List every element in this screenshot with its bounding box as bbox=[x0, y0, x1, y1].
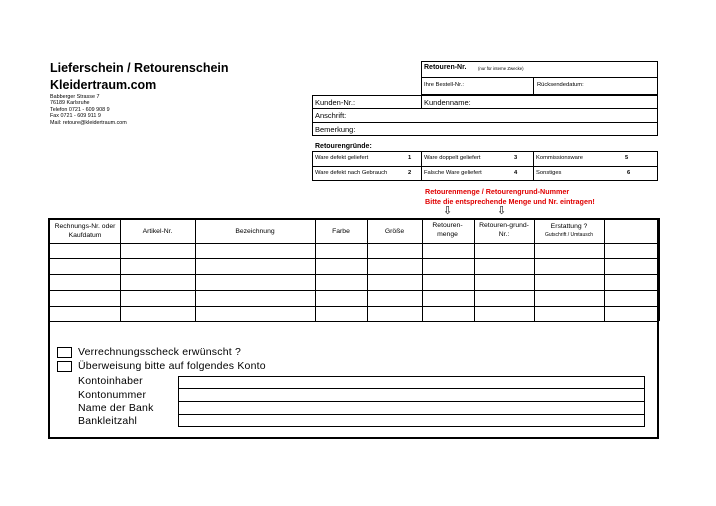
table-cell[interactable] bbox=[605, 244, 657, 257]
table-grid-line bbox=[48, 321, 659, 322]
customer-box bbox=[312, 95, 658, 136]
reason-1-label: Ware defekt geliefert bbox=[315, 155, 369, 161]
reason-3-label: Ware doppelt geliefert bbox=[424, 155, 481, 161]
table-cell[interactable] bbox=[535, 291, 603, 305]
table-grid-line bbox=[48, 321, 50, 438]
down-arrow-icon: ⇩ bbox=[497, 205, 507, 217]
reason-5-number: 5 bbox=[625, 155, 629, 161]
company-mail: Mail: retoure@kleidertraum.com bbox=[50, 120, 127, 126]
table-cell[interactable] bbox=[475, 275, 533, 289]
table-cell[interactable] bbox=[475, 259, 533, 273]
company-fax: Fax 0721 - 609 911 9 bbox=[50, 113, 101, 119]
bank-name-input[interactable] bbox=[179, 402, 644, 414]
account-number-input[interactable] bbox=[179, 389, 644, 401]
table-cell[interactable] bbox=[196, 307, 314, 320]
table-cell[interactable] bbox=[316, 291, 366, 305]
order-number-label[interactable]: Ihre Bestell-Nr.: bbox=[424, 82, 464, 88]
reasons-title: Retourengründe: bbox=[315, 143, 372, 150]
table-cell[interactable] bbox=[368, 244, 421, 257]
table-cell[interactable] bbox=[475, 291, 533, 305]
col-header-refund: Erstattung ? bbox=[550, 223, 588, 230]
remark-label[interactable]: Bemerkung: bbox=[315, 125, 356, 134]
reason-2-number: 2 bbox=[408, 170, 412, 176]
reason-4-number: 4 bbox=[514, 170, 518, 176]
table-grid-line bbox=[48, 437, 659, 439]
table-cell[interactable] bbox=[423, 244, 473, 257]
table-cell[interactable] bbox=[49, 259, 119, 273]
col-header-size: Größe bbox=[384, 228, 405, 235]
table-cell[interactable] bbox=[423, 307, 473, 320]
account-number-label: Kontonummer bbox=[78, 389, 147, 401]
col-header-return-qty: Retouren-menge bbox=[432, 222, 463, 238]
table-cell[interactable] bbox=[423, 291, 473, 305]
document-title: Lieferschein / Retourenschein bbox=[50, 61, 229, 75]
table-cell[interactable] bbox=[368, 275, 421, 289]
table-cell[interactable] bbox=[535, 259, 603, 273]
address-label[interactable]: Anschrift: bbox=[315, 111, 347, 120]
table-cell[interactable] bbox=[605, 259, 657, 273]
table-cell[interactable] bbox=[535, 244, 603, 257]
account-holder-label: Kontoinhaber bbox=[78, 375, 143, 387]
reason-5-label: Kommissionsware bbox=[536, 155, 584, 161]
col-header-return-reason: Retouren-grund-Nr.: bbox=[479, 222, 529, 238]
bank-name-label: Name der Bank bbox=[78, 402, 154, 414]
table-cell[interactable] bbox=[423, 275, 473, 289]
check-requested-checkbox[interactable] bbox=[57, 347, 72, 358]
account-holder-input[interactable] bbox=[179, 377, 644, 388]
bank-transfer-label: Überweisung bitte auf folgendes Konto bbox=[78, 360, 266, 372]
table-cell[interactable] bbox=[49, 244, 119, 257]
reason-4-label: Falsche Ware geliefert bbox=[424, 170, 482, 176]
check-requested-label: Verrechnungsscheck erwünscht ? bbox=[78, 346, 242, 358]
table-cell[interactable] bbox=[121, 275, 194, 289]
table-grid-line bbox=[48, 218, 659, 220]
company-address-street: Babberger Strasse 7 bbox=[50, 94, 100, 100]
table-cell[interactable] bbox=[196, 275, 314, 289]
table-cell[interactable] bbox=[121, 291, 194, 305]
table-cell[interactable] bbox=[49, 275, 119, 289]
return-number-label: Retouren-Nr. bbox=[424, 64, 467, 71]
table-cell[interactable] bbox=[121, 244, 194, 257]
table-cell[interactable] bbox=[121, 259, 194, 273]
return-date-label[interactable]: Rücksendedatum: bbox=[537, 82, 584, 88]
table-cell[interactable] bbox=[316, 244, 366, 257]
table-grid-line bbox=[657, 218, 659, 438]
table-cell[interactable] bbox=[368, 291, 421, 305]
col-header-invoice: Rechnungs-Nr. oder Kaufdatum bbox=[54, 223, 116, 239]
table-cell[interactable] bbox=[316, 259, 366, 273]
table-cell[interactable] bbox=[368, 259, 421, 273]
table-cell[interactable] bbox=[49, 291, 119, 305]
bank-code-label: Bankleitzahl bbox=[78, 415, 138, 427]
col-header-description: Bezeichnung bbox=[235, 228, 275, 235]
instruction-line-1: Retourenmenge / Retourengrund-Nummer bbox=[425, 187, 570, 196]
table-cell[interactable] bbox=[368, 307, 421, 320]
table-cell[interactable] bbox=[196, 244, 314, 257]
table-cell[interactable] bbox=[423, 259, 473, 273]
table-cell[interactable] bbox=[49, 307, 119, 320]
customer-number-label[interactable]: Kunden-Nr.: bbox=[315, 98, 356, 107]
instruction-line-2: Bitte die entsprechende Menge und Nr. eintragen! bbox=[425, 197, 595, 206]
table-cell[interactable] bbox=[316, 307, 366, 320]
table-cell[interactable] bbox=[196, 259, 314, 273]
customer-name-label[interactable]: Kundenname: bbox=[424, 98, 471, 107]
table-cell[interactable] bbox=[475, 244, 533, 257]
reason-1-number: 1 bbox=[408, 155, 412, 161]
refund-options: Gutschrift / Umtausch bbox=[544, 232, 594, 238]
down-arrow-icon: ⇩ bbox=[443, 205, 453, 217]
table-cell[interactable] bbox=[605, 307, 657, 320]
table-cell[interactable] bbox=[605, 275, 657, 289]
table-cell[interactable] bbox=[121, 307, 194, 320]
company-name: Kleidertraum.com bbox=[50, 78, 157, 92]
reason-3-number: 3 bbox=[514, 155, 518, 161]
bank-code-input[interactable] bbox=[179, 415, 644, 426]
company-address-city: 76189 Karlsruhe bbox=[50, 100, 90, 106]
table-cell[interactable] bbox=[196, 291, 314, 305]
reason-6-label: Sonstiges bbox=[536, 170, 562, 176]
table-cell[interactable] bbox=[475, 307, 533, 320]
reason-2-label: Ware defekt nach Gebrauch bbox=[315, 170, 388, 176]
company-phone: Telefon 0721 - 609 908 9 bbox=[50, 107, 110, 113]
bank-transfer-checkbox[interactable] bbox=[57, 361, 72, 372]
col-header-article: Artikel-Nr. bbox=[142, 228, 173, 235]
table-cell[interactable] bbox=[605, 291, 657, 305]
col-header-color: Farbe bbox=[332, 228, 350, 235]
reason-6-number: 6 bbox=[627, 170, 631, 176]
table-cell[interactable] bbox=[535, 275, 603, 289]
table-cell[interactable] bbox=[316, 275, 366, 289]
return-number-note: (nur für interne Zwecke) bbox=[478, 66, 524, 71]
table-cell[interactable] bbox=[535, 307, 603, 320]
